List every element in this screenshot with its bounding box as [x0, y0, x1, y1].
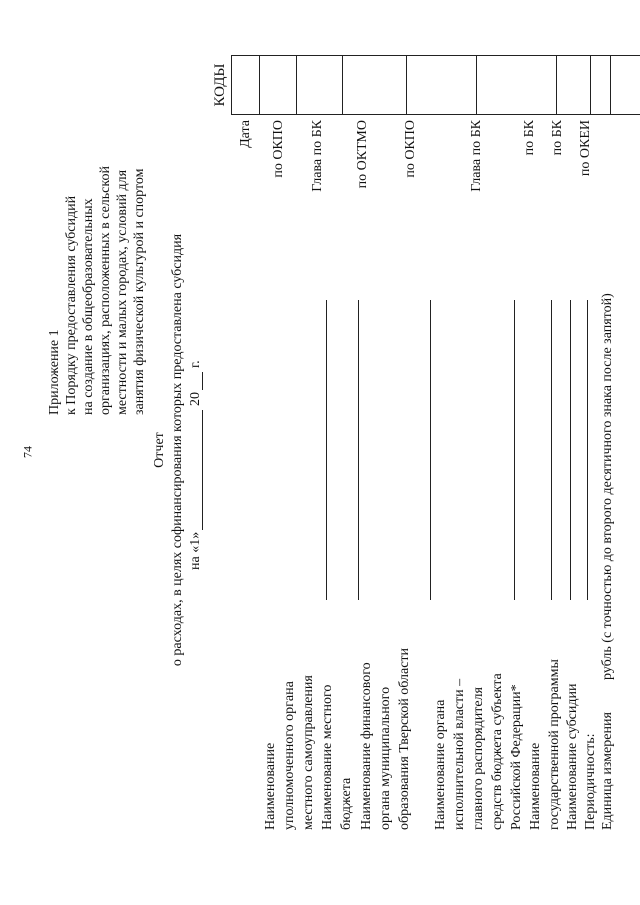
field-label: Наименование финансового [359, 662, 374, 830]
code-cell-date [232, 56, 260, 115]
field-label: Наименование органа [433, 699, 448, 830]
label-glava-bk-2: Глава по БК [469, 120, 484, 192]
date-year: 20 [188, 392, 203, 406]
code-cell-okei [611, 56, 640, 115]
report-subtitle: о расходах, в целях софинансирования которых предоставлена субсидия [170, 233, 185, 667]
field-line-budget [358, 300, 359, 600]
field-label: Периодичность: [583, 733, 598, 830]
field-label: уполномоченного органа [282, 681, 297, 830]
code-cell-glava-bk [297, 56, 343, 115]
field-label: исполнительной власти – [452, 678, 467, 830]
code-cell-okpo-2 [407, 56, 477, 115]
label-bk-2: по БК [550, 120, 565, 156]
code-cell-oktmo [343, 56, 407, 115]
field-label: государственной программы [547, 659, 562, 830]
field-label: главного распорядителя [471, 687, 486, 830]
code-cell-bk [557, 56, 591, 115]
year-blank-line [202, 372, 203, 390]
field-label: Наименование местного [320, 684, 335, 830]
field-line-periodicity [587, 300, 588, 600]
field-line-authority [326, 300, 327, 600]
appendix-line: организациях, расположенных в сельской [98, 166, 113, 415]
label-bk: по БК [522, 120, 537, 156]
label-okei: по ОКЕИ [578, 120, 593, 177]
field-line-program [551, 300, 552, 600]
appendix-line: к Порядку предоставления субсидий [64, 195, 79, 415]
report-title: Отчет [152, 432, 167, 468]
field-label: Единица измерения [600, 712, 615, 830]
field-line-subsidy [570, 300, 571, 600]
appendix-line: местности и малых городах, условий для [115, 169, 130, 415]
label-glava-bk: Глава по БК [310, 120, 325, 192]
field-line-finance-organ [430, 300, 431, 600]
date-prefix: на «1» [188, 531, 203, 570]
code-cell-glava-bk-2 [477, 56, 557, 115]
date-suffix: г. [188, 360, 203, 368]
field-label: Российской Федерации* [509, 684, 524, 830]
label-okpo-2: по ОКПО [403, 120, 418, 178]
date-blank-line [202, 410, 203, 530]
appendix-line: занятия физической культурой и спортом [132, 168, 147, 415]
field-label: Наименование субсидии [565, 683, 580, 830]
appendix-line: на создание в общеобразовательных [81, 198, 96, 415]
label-oktmo: по ОКТМО [355, 120, 370, 189]
codes-header: КОДЫ [212, 63, 228, 107]
rotated-form-sheet [36, 30, 615, 870]
field-label: бюджета [339, 777, 354, 830]
label-date: Дата [238, 120, 253, 148]
field-label: Наименование [528, 742, 543, 830]
field-label: средств бюджета субъекта [490, 673, 505, 830]
field-label: Наименование [263, 742, 278, 830]
field-label: образования Тверской области [397, 647, 412, 830]
codes-table [231, 55, 640, 115]
field-label: местного самоуправления [301, 675, 316, 830]
field-line-executive-organ [514, 300, 515, 600]
field-label: органа муниципального [378, 686, 393, 830]
page-number: 74 [20, 446, 35, 458]
code-cell-okpo [260, 56, 297, 115]
appendix-line: Приложение 1 [47, 329, 62, 415]
code-cell-bk-2 [591, 56, 611, 115]
unit-text: рубль (с точностью до второго десятичного знака после запятой) [600, 293, 615, 680]
label-okpo: по ОКПО [271, 120, 286, 178]
